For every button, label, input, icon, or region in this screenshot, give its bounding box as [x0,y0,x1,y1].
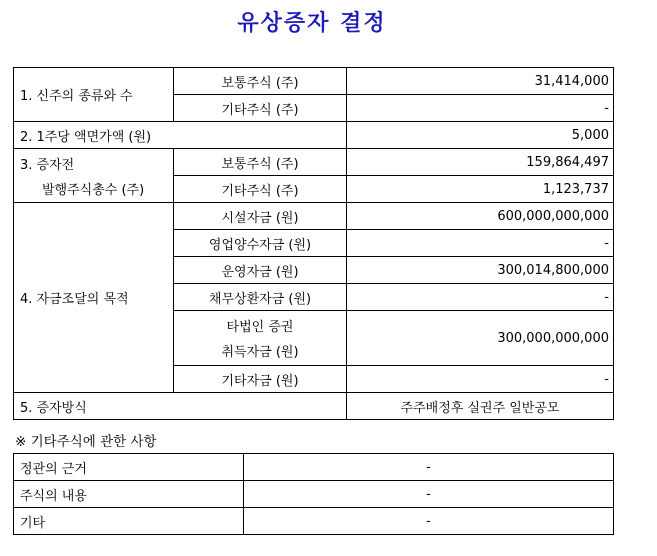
new-other-label: 기타주식 (주) [174,95,347,122]
table-row [14,203,614,230]
fund-label: 채무상환자금 (원) [174,284,347,311]
new-other-value: - [347,95,614,122]
fund-value: - [347,230,614,257]
new-common-label: 보통주식 (주) [174,68,347,95]
fund-value: - [347,366,614,393]
page-title: 유상증자 결정 [237,10,387,36]
fund-label-line2: 취득자금 (원) [221,345,299,360]
row-label-new-shares: 1. 신주의 종류와 수 [14,68,174,122]
sub-label: 기타 [14,508,244,535]
pre-common-value: 159,864,497 [347,149,614,176]
row-label-method: 5. 증자방식 [14,393,347,420]
row-label-par-value: 2. 1주당 액면가액 (원) [14,122,347,149]
fund-value: 600,000,000,000 [347,203,614,230]
sub-value: - [244,481,614,508]
fund-label: 시설자금 (원) [174,203,347,230]
table-row [14,393,614,420]
table-row [14,454,614,481]
row-label-pre-shares-line1: 3. 증자전 [20,157,75,173]
fund-label [174,311,347,366]
table-row [14,68,614,95]
sub-value: - [244,508,614,535]
fund-value: - [347,284,614,311]
fund-value: 300,014,800,000 [347,257,614,284]
row-label-pre-shares [14,149,174,203]
table-row [14,481,614,508]
pre-other-label: 기타주식 (주) [174,176,347,203]
pre-common-label: 보통주식 (주) [174,149,347,176]
fund-value: 300,000,000,000 [347,311,614,366]
fund-label-line1: 타법인 증권 [226,320,294,335]
sub-label: 정관의 근거 [14,454,244,481]
pre-other-value: 1,123,737 [347,176,614,203]
fund-label: 운영자금 (원) [174,257,347,284]
table-row [14,508,614,535]
method-value: 주주배정후 실권주 일반공모 [347,393,614,420]
new-common-value: 31,414,000 [347,68,614,95]
sub-value: - [244,454,614,481]
fund-label: 기타자금 (원) [174,366,347,393]
table-row [14,122,614,149]
other-stock-table [13,453,614,535]
capital-increase-table [13,67,614,420]
par-value: 5,000 [347,122,614,149]
fund-label: 영업양수자금 (원) [174,230,347,257]
row-label-purpose: 4. 자금조달의 목적 [14,203,174,393]
other-stock-note: ※ 기타주식에 관한 사항 [15,434,157,450]
table-row [14,149,614,176]
row-label-pre-shares-line2: 발행주식총수 (주) [42,182,145,198]
sub-label: 주식의 내용 [14,481,244,508]
